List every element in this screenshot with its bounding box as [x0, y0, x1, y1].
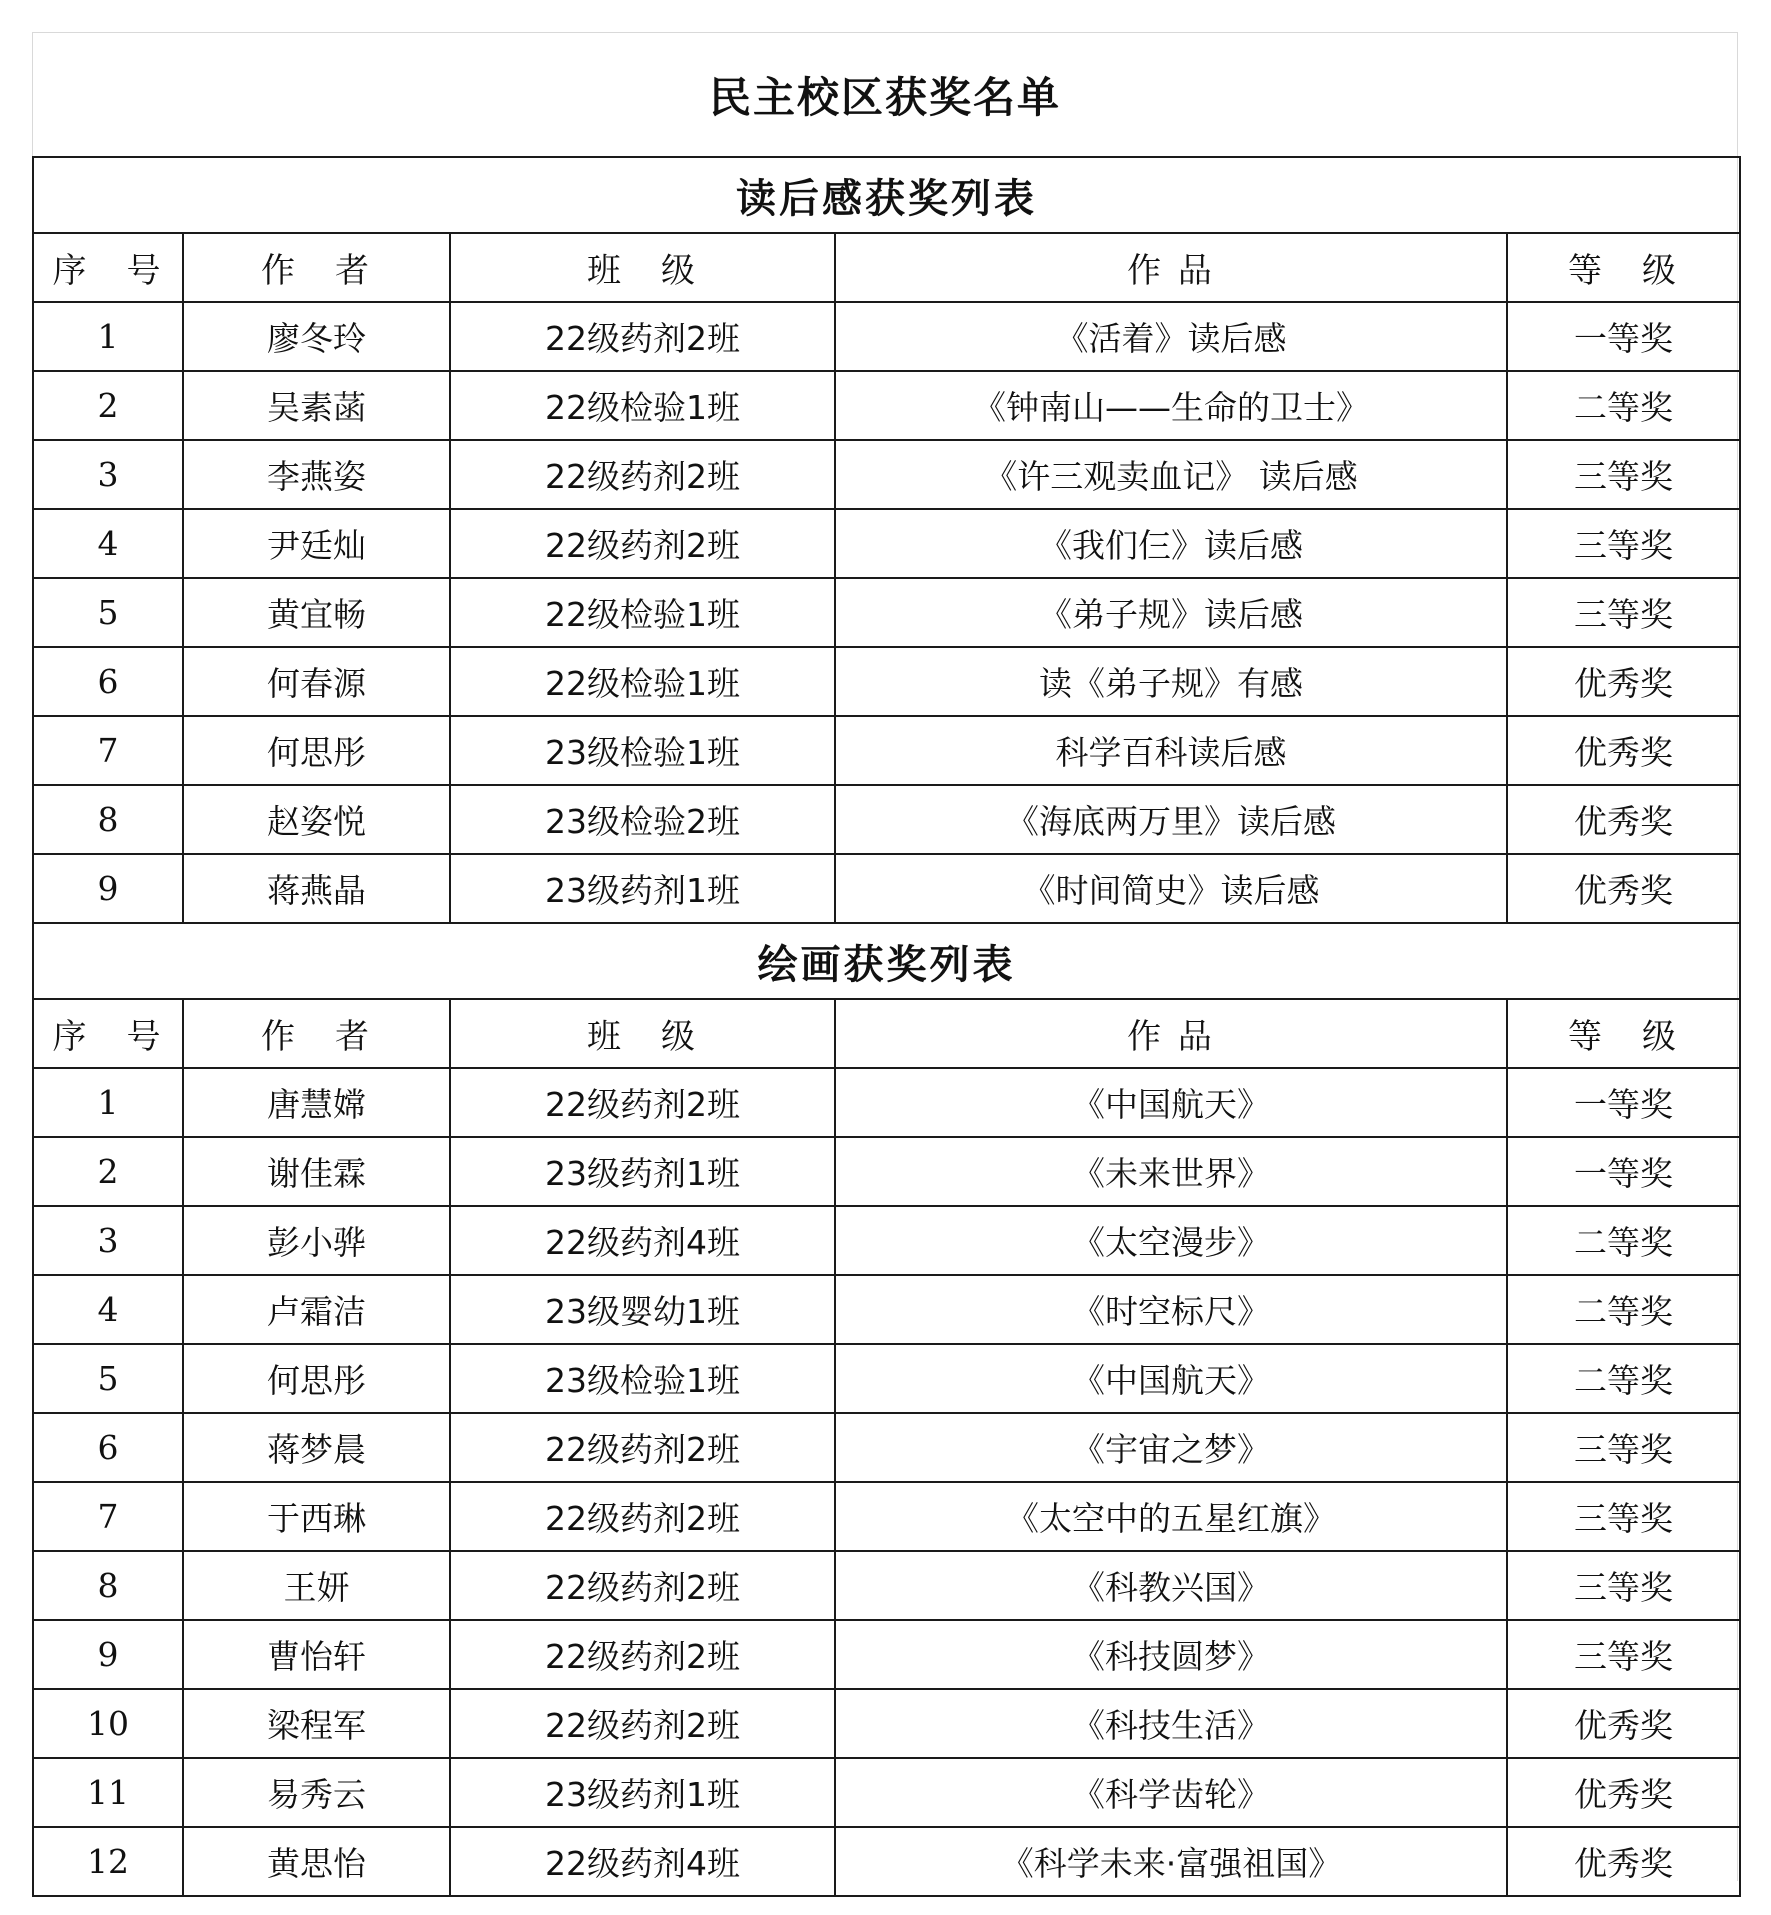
painting-section-title-row [33, 923, 1740, 999]
header-level: 等 级 [1507, 233, 1740, 302]
table-row [33, 302, 1740, 371]
author-cell: 卢霜洁 [183, 1275, 450, 1344]
level-cell: 优秀奖 [1507, 716, 1740, 785]
work-cell: 《中国航天》 [835, 1344, 1507, 1413]
painting-header-row [33, 999, 1740, 1068]
work-cell: 《中国航天》 [835, 1068, 1507, 1137]
table-row [33, 1413, 1740, 1482]
table-row [33, 1827, 1740, 1896]
serial-number-cell: 1 [33, 302, 183, 371]
author-cell: 尹廷灿 [183, 509, 450, 578]
work-cell: 《科技圆梦》 [835, 1620, 1507, 1689]
work-cell: 《海底两万里》读后感 [835, 785, 1507, 854]
author-cell: 赵姿悦 [183, 785, 450, 854]
serial-number-cell: 1 [33, 1068, 183, 1137]
serial-number-cell: 7 [33, 716, 183, 785]
class-cell: 22级药剂4班 [450, 1206, 835, 1275]
author-cell: 黄宜畅 [183, 578, 450, 647]
serial-number-cell: 3 [33, 440, 183, 509]
author-cell: 于西琳 [183, 1482, 450, 1551]
work-cell: 《宇宙之梦》 [835, 1413, 1507, 1482]
author-cell: 何思彤 [183, 1344, 450, 1413]
author-cell: 吴素菡 [183, 371, 450, 440]
table-row [33, 440, 1740, 509]
work-cell: 《未来世界》 [835, 1137, 1507, 1206]
table-row [33, 1206, 1740, 1275]
table-row [33, 1689, 1740, 1758]
table-row [33, 1482, 1740, 1551]
author-cell: 蒋梦晨 [183, 1413, 450, 1482]
serial-number-cell: 7 [33, 1482, 183, 1551]
class-cell: 22级药剂2班 [450, 509, 835, 578]
table-row [33, 371, 1740, 440]
header-serial-number: 序 号 [33, 233, 183, 302]
table-row [33, 1551, 1740, 1620]
class-cell: 22级药剂2班 [450, 1413, 835, 1482]
table-row [33, 1620, 1740, 1689]
header-class: 班 级 [450, 233, 835, 302]
table-row [33, 578, 1740, 647]
work-cell: 读《弟子规》有感 [835, 647, 1507, 716]
author-cell: 谢佳霖 [183, 1137, 450, 1206]
table-row [33, 1344, 1740, 1413]
table-row [33, 509, 1740, 578]
author-cell: 黄思怡 [183, 1827, 450, 1896]
work-cell: 《钟南山——生命的卫士》 [835, 371, 1507, 440]
class-cell: 22级药剂2班 [450, 1551, 835, 1620]
work-cell: 《活着》读后感 [835, 302, 1507, 371]
class-cell: 22级检验1班 [450, 371, 835, 440]
level-cell: 三等奖 [1507, 440, 1740, 509]
table-row [33, 785, 1740, 854]
awards-table [32, 156, 1741, 1897]
work-cell: 科学百科读后感 [835, 716, 1507, 785]
class-cell: 23级婴幼1班 [450, 1275, 835, 1344]
table-row [33, 647, 1740, 716]
level-cell: 优秀奖 [1507, 647, 1740, 716]
level-cell: 二等奖 [1507, 371, 1740, 440]
table-row [33, 1137, 1740, 1206]
author-cell: 王妍 [183, 1551, 450, 1620]
level-cell: 三等奖 [1507, 1413, 1740, 1482]
class-cell: 22级药剂2班 [450, 440, 835, 509]
class-cell: 23级药剂1班 [450, 1137, 835, 1206]
author-cell: 蒋燕晶 [183, 854, 450, 923]
serial-number-cell: 4 [33, 1275, 183, 1344]
serial-number-cell: 6 [33, 647, 183, 716]
header-class: 班 级 [450, 999, 835, 1068]
class-cell: 22级药剂2班 [450, 1068, 835, 1137]
level-cell: 一等奖 [1507, 302, 1740, 371]
author-cell: 易秀云 [183, 1758, 450, 1827]
class-cell: 22级药剂2班 [450, 1482, 835, 1551]
level-cell: 三等奖 [1507, 509, 1740, 578]
author-cell: 彭小骅 [183, 1206, 450, 1275]
work-cell: 《太空中的五星红旗》 [835, 1482, 1507, 1551]
work-cell: 《许三观卖血记》 读后感 [835, 440, 1507, 509]
work-cell: 《科学未来·富强祖国》 [835, 1827, 1507, 1896]
awards-table-body [33, 157, 1740, 1896]
header-work: 作 品 [835, 233, 1507, 302]
class-cell: 22级药剂2班 [450, 1620, 835, 1689]
level-cell: 三等奖 [1507, 1482, 1740, 1551]
serial-number-cell: 8 [33, 785, 183, 854]
author-cell: 何思彤 [183, 716, 450, 785]
work-cell: 《科学齿轮》 [835, 1758, 1507, 1827]
level-cell: 优秀奖 [1507, 854, 1740, 923]
serial-number-cell: 9 [33, 1620, 183, 1689]
level-cell: 优秀奖 [1507, 1827, 1740, 1896]
work-cell: 《弟子规》读后感 [835, 578, 1507, 647]
class-cell: 22级药剂2班 [450, 1689, 835, 1758]
level-cell: 三等奖 [1507, 1620, 1740, 1689]
header-author: 作 者 [183, 233, 450, 302]
class-cell: 23级药剂1班 [450, 1758, 835, 1827]
level-cell: 一等奖 [1507, 1137, 1740, 1206]
reading-header-row [33, 233, 1740, 302]
document-title: 民主校区获奖名单 [708, 73, 1061, 122]
table-row [33, 1275, 1740, 1344]
class-cell: 22级药剂2班 [450, 302, 835, 371]
level-cell: 优秀奖 [1507, 1689, 1740, 1758]
level-cell: 优秀奖 [1507, 1758, 1740, 1827]
author-cell: 曹怡轩 [183, 1620, 450, 1689]
header-serial-number: 序 号 [33, 999, 183, 1068]
author-cell: 何春源 [183, 647, 450, 716]
work-cell: 《科技生活》 [835, 1689, 1507, 1758]
author-cell: 廖冬玲 [183, 302, 450, 371]
reading-section-title-row [33, 157, 1740, 233]
level-cell: 一等奖 [1507, 1068, 1740, 1137]
serial-number-cell: 4 [33, 509, 183, 578]
table-row [33, 854, 1740, 923]
table-row [33, 1068, 1740, 1137]
class-cell: 22级检验1班 [450, 647, 835, 716]
serial-number-cell: 12 [33, 1827, 183, 1896]
serial-number-cell: 9 [33, 854, 183, 923]
table-row [33, 1758, 1740, 1827]
work-cell: 《科教兴国》 [835, 1551, 1507, 1620]
serial-number-cell: 3 [33, 1206, 183, 1275]
class-cell: 22级检验1班 [450, 578, 835, 647]
reading-section-title: 读后感获奖列表 [33, 157, 1740, 233]
author-cell: 李燕姿 [183, 440, 450, 509]
work-cell: 《太空漫步》 [835, 1206, 1507, 1275]
work-cell: 《时间简史》读后感 [835, 854, 1507, 923]
level-cell: 优秀奖 [1507, 785, 1740, 854]
painting-section-title: 绘画获奖列表 [33, 923, 1740, 999]
serial-number-cell: 6 [33, 1413, 183, 1482]
level-cell: 二等奖 [1507, 1275, 1740, 1344]
serial-number-cell: 10 [33, 1689, 183, 1758]
class-cell: 23级检验1班 [450, 716, 835, 785]
table-row [33, 716, 1740, 785]
serial-number-cell: 5 [33, 1344, 183, 1413]
serial-number-cell: 8 [33, 1551, 183, 1620]
work-cell: 《时空标尺》 [835, 1275, 1507, 1344]
serial-number-cell: 2 [33, 371, 183, 440]
header-work: 作 品 [835, 999, 1507, 1068]
class-cell: 23级检验2班 [450, 785, 835, 854]
header-author: 作 者 [183, 999, 450, 1068]
level-cell: 三等奖 [1507, 1551, 1740, 1620]
level-cell: 二等奖 [1507, 1344, 1740, 1413]
class-cell: 23级检验1班 [450, 1344, 835, 1413]
level-cell: 三等奖 [1507, 578, 1740, 647]
class-cell: 22级药剂4班 [450, 1827, 835, 1896]
serial-number-cell: 5 [33, 578, 183, 647]
author-cell: 梁程军 [183, 1689, 450, 1758]
serial-number-cell: 2 [33, 1137, 183, 1206]
author-cell: 唐慧嫦 [183, 1068, 450, 1137]
work-cell: 《我们仨》读后感 [835, 509, 1507, 578]
level-cell: 二等奖 [1507, 1206, 1740, 1275]
header-level: 等 级 [1507, 999, 1740, 1068]
serial-number-cell: 11 [33, 1758, 183, 1827]
class-cell: 23级药剂1班 [450, 854, 835, 923]
